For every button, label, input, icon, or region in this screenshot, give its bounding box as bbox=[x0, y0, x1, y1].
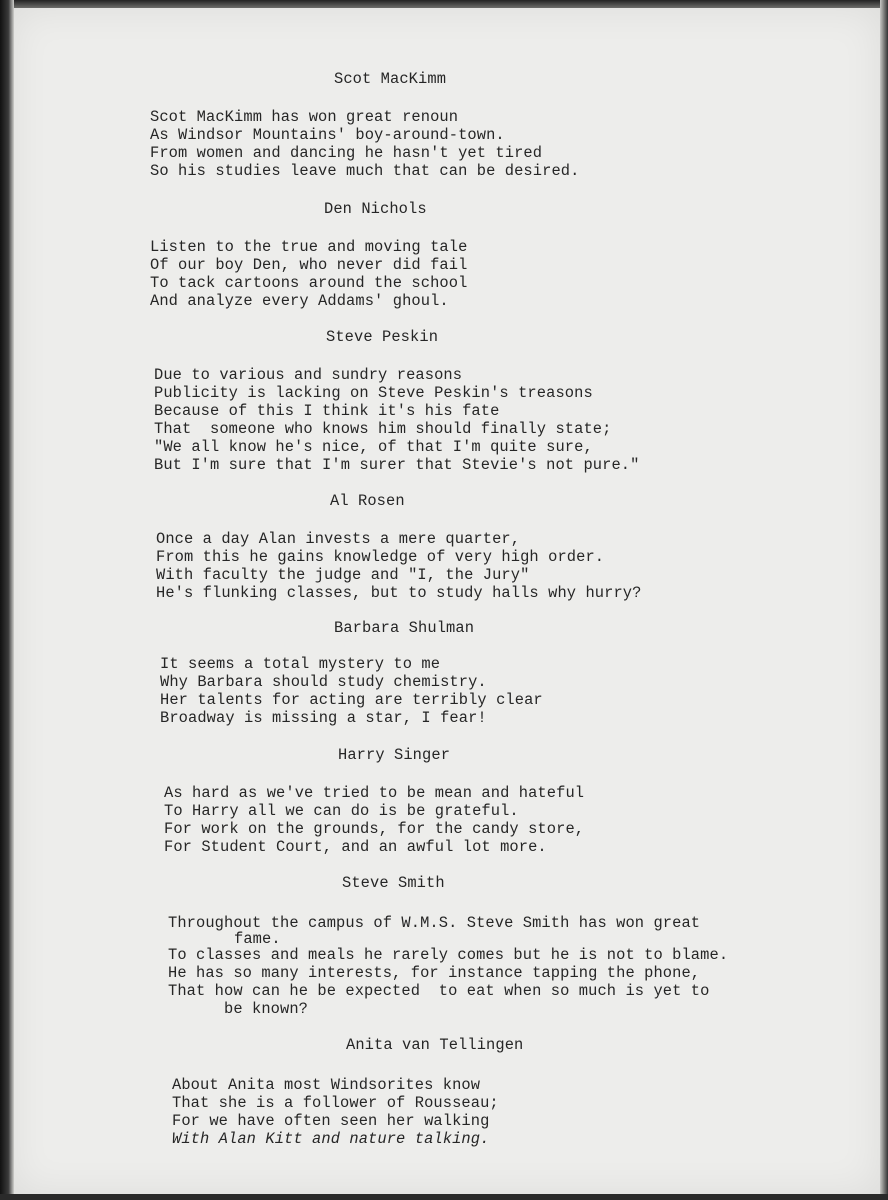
poem-line: Why Barbara should study chemistry. bbox=[160, 673, 487, 691]
poem-line: About Anita most Windsorites know bbox=[172, 1076, 481, 1094]
poem-harry-singer bbox=[150, 746, 848, 856]
poem-line: So his studies leave much that can be desired. bbox=[150, 162, 580, 180]
poem-line: But I'm sure that I'm surer that Stevie's not pure." bbox=[154, 456, 640, 474]
poem-title: Harry Singer bbox=[338, 746, 451, 764]
poem-line: As Windsor Mountains' boy-around-town. bbox=[150, 126, 505, 144]
poem-stanza bbox=[150, 530, 848, 602]
poem-line: That she is a follower of Rousseau; bbox=[172, 1094, 499, 1112]
poem-title: Den Nichols bbox=[324, 200, 427, 218]
poem-line: Due to various and sundry reasons bbox=[154, 366, 463, 384]
poem-stanza bbox=[150, 108, 848, 180]
poem-title: Steve Peskin bbox=[326, 328, 439, 346]
poem-line: To classes and meals he rarely comes but he is not to blame. bbox=[168, 946, 729, 964]
poem-steve-smith bbox=[150, 874, 848, 1018]
poem-line: Publicity is lacking on Steve Peskin's treasons bbox=[154, 384, 593, 402]
poem-steve-peskin bbox=[150, 328, 848, 474]
poem-line: That how can he be expected to eat when so much is yet to bbox=[168, 982, 710, 1000]
poem-line: And analyze every Addams' ghoul. bbox=[150, 292, 449, 310]
poem-line: He has so many interests, for instance tapping the phone, bbox=[168, 964, 701, 982]
poem-al-rosen bbox=[150, 492, 848, 602]
poem-line: For we have often seen her walking bbox=[172, 1112, 490, 1130]
poem-stanza bbox=[150, 655, 848, 727]
poem-stanza bbox=[150, 1076, 848, 1148]
poem-line: Because of this I think it's his fate bbox=[154, 402, 500, 420]
poem-line: "We all know he's nice, of that I'm quite sure, bbox=[154, 438, 593, 456]
poem-stanza bbox=[150, 366, 848, 474]
poem-barbara-shulman bbox=[150, 619, 848, 727]
poem-den-nichols bbox=[150, 200, 848, 310]
poem-line: For Student Court, and an awful lot more. bbox=[164, 838, 547, 856]
poem-line: Listen to the true and moving tale bbox=[150, 238, 468, 256]
poem-title: Barbara Shulman bbox=[334, 619, 475, 637]
poem-line: fame. bbox=[234, 930, 281, 948]
poem-title: Anita van Tellingen bbox=[346, 1036, 524, 1054]
poem-line: For work on the grounds, for the candy store, bbox=[164, 820, 585, 838]
poem-line: He's flunking classes, but to study halls why hurry? bbox=[156, 584, 642, 602]
poem-line: Once a day Alan invests a mere quarter, bbox=[156, 530, 521, 548]
poem-scot-mackimm bbox=[150, 70, 848, 180]
poem-line: To Harry all we can do is be grateful. bbox=[164, 802, 519, 820]
poem-line: Broadway is missing a star, I fear! bbox=[160, 709, 487, 727]
poem-title: Steve Smith bbox=[342, 874, 445, 892]
poem-line: Her talents for acting are terribly clear bbox=[160, 691, 543, 709]
poem-line: be known? bbox=[224, 1000, 309, 1018]
poem-line: Scot MacKimm has won great renoun bbox=[150, 108, 459, 126]
poem-stanza bbox=[150, 914, 848, 1018]
poem-title: Scot MacKimm bbox=[334, 70, 447, 88]
poem-stanza bbox=[150, 238, 848, 310]
poem-anita-van-tellingen bbox=[150, 1036, 848, 1148]
poem-line: Of our boy Den, who never did fail bbox=[150, 256, 468, 274]
poem-line: From this he gains knowledge of very high order. bbox=[156, 548, 605, 566]
poem-line: As hard as we've tried to be mean and hateful bbox=[164, 784, 585, 802]
poem-line: To tack cartoons around the school bbox=[150, 274, 468, 292]
poem-title: Al Rosen bbox=[330, 492, 405, 510]
poem-line: With Alan Kitt and nature talking. bbox=[172, 1130, 490, 1148]
poem-line: It seems a total mystery to me bbox=[160, 655, 441, 673]
poem-line: That someone who knows him should finally state; bbox=[154, 420, 612, 438]
poem-line: Throughout the campus of W.M.S. Steve Smith has won great bbox=[168, 914, 701, 932]
poem-line: From women and dancing he hasn't yet tired bbox=[150, 144, 543, 162]
poem-line: With faculty the judge and "I, the Jury" bbox=[156, 566, 530, 584]
poem-stanza bbox=[150, 784, 848, 856]
